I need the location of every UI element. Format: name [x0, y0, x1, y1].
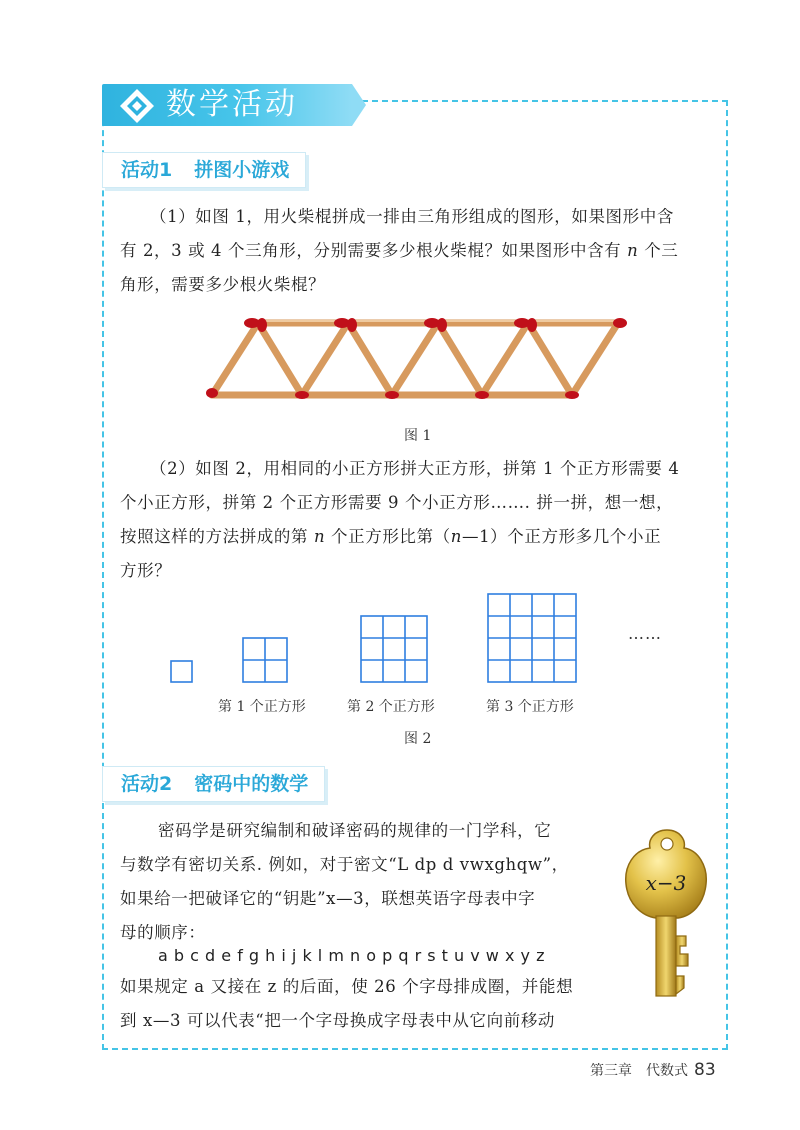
activity2-number: 活动2 [121, 773, 173, 795]
figure2-ellipsis: …… [628, 624, 662, 643]
activity2-tab [102, 766, 325, 802]
square-stage2 [361, 616, 427, 682]
activity2-name: 密码中的数学 [194, 773, 309, 795]
activity1-number: 活动1 [121, 159, 173, 181]
key-illustration [622, 826, 712, 1001]
activity2-paragraph-cont [120, 970, 598, 1038]
p2-line3-mid: 个正方形比第（ [325, 527, 451, 546]
figure2-label-3: 第 3 个正方形 [486, 699, 574, 715]
activity1-paragraph1 [120, 200, 710, 302]
p1-line3: 角形，需要多少根火柴棍？ [120, 275, 326, 294]
diamond-logo-icon [118, 87, 156, 125]
activity1-paragraph2 [120, 452, 710, 588]
title-banner-tail [352, 84, 366, 126]
figure1-matchsticks [200, 305, 640, 405]
a2-line5: 如果规定 a 又接在 z 的后面，使 26 个字母排成圈，并能想 [120, 977, 574, 996]
variable-n: n [450, 527, 462, 546]
alphabet-line: a b c d e f g h i j k l m n o p q r s t u v w x y z [158, 946, 545, 965]
a2-line2: 与数学有密切关系. 例如，对于密文“L dp d vwxghqw”， [120, 855, 569, 874]
p2-line3-text: 按照这样的方法拼成的第 [120, 527, 314, 546]
figure2-caption: 图 2 [404, 731, 432, 747]
p2-line1: （2）如图 2，用相同的小正方形拼大正方形，拼第 1 个正方形需要 4 [150, 459, 680, 478]
square-stage3 [488, 594, 576, 682]
figure2-label-1: 第 1 个正方形 [218, 699, 306, 715]
p2-line4: 方形？ [120, 561, 172, 580]
p1-line2-text: 有 2，3 或 4 个三角形，分别需要多少根火柴棍？如果图形中含有 [120, 241, 628, 260]
activity1-name: 拼图小游戏 [194, 159, 290, 181]
key-label: x−3 [645, 871, 687, 895]
p1-line1: （1）如图 1，用火柴棍拼成一排由三角形组成的图形，如果图形中含 [150, 207, 674, 226]
activity2-paragraph [120, 814, 598, 950]
page-title: 数学活动 [166, 87, 298, 122]
p1-line2-tail: 个三 [638, 241, 679, 260]
a2-line3: 如果给一把破译它的“钥匙”x—3，联想英语字母表中字 [120, 889, 536, 908]
a2-line6: 到 x—3 可以代表“把一个字母换成字母表中从它向前移动 [120, 1011, 556, 1030]
square-stage1 [243, 638, 287, 682]
figure2-label-2: 第 2 个正方形 [347, 699, 435, 715]
variable-n: n [627, 241, 639, 260]
p2-line3-tail: —1）个正方形多几个小正 [461, 527, 662, 546]
figure2-squares [160, 590, 640, 690]
activity1-tab [102, 152, 306, 188]
variable-n: n [313, 527, 326, 546]
p1-line2 [120, 234, 710, 268]
figure1-caption: 图 1 [404, 428, 432, 444]
a2-line4: 母的顺序： [120, 923, 206, 942]
a2-line1: 密码学是研究编制和破译密码的规律的一门学科，它 [158, 821, 552, 840]
page-footer [590, 1060, 716, 1080]
p2-line3 [120, 520, 710, 554]
p2-line2: 个小正方形，拼第 2 个正方形需要 9 个小正方形……. 拼一拼，想一想， [120, 493, 674, 512]
page-number: 83 [694, 1060, 716, 1080]
chapter-label: 第三章 代数式 [590, 1063, 688, 1079]
square-stage0 [171, 661, 192, 682]
